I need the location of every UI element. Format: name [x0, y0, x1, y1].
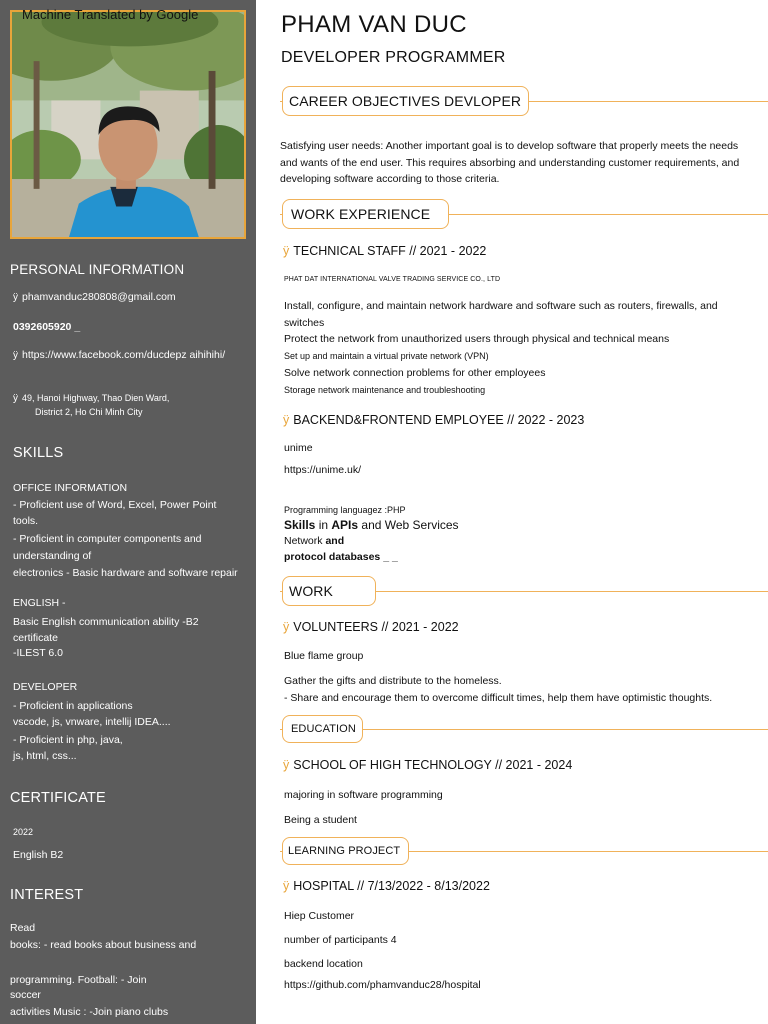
school-status: Being a student — [284, 814, 357, 826]
developer-skill-line: - Proficient in php, java, — [13, 734, 123, 746]
job-2-network — [284, 535, 344, 547]
interest-line: programming. Football: - Join — [10, 974, 147, 986]
office-skill-line: understanding of — [13, 550, 92, 562]
job-1-duty: Solve network connection problems for other employees — [284, 367, 546, 379]
career-objectives-heading: CAREER OBJECTIVES DEVLOPER — [282, 86, 529, 116]
job-1-title — [283, 244, 486, 258]
address-line-1 — [13, 391, 169, 406]
education-heading: EDUCATION — [282, 715, 363, 743]
interest-line: soccer — [10, 989, 41, 1001]
school-major: majoring in software programming — [284, 789, 443, 801]
job-2-network-part: and — [325, 535, 345, 547]
certificate-name: English B2 — [13, 849, 64, 861]
interest-line: activities Music : -Join piano clubs — [10, 1006, 169, 1018]
job-1-company: PHAT DAT INTERNATIONAL VALVE TRADING SERVICE CO., LTD — [284, 276, 501, 283]
job-1-title-text: TECHNICAL STAFF // 2021 - 2022 — [293, 244, 487, 258]
developer-title: DEVELOPER — [13, 681, 78, 693]
project-location: backend location — [284, 958, 363, 970]
job-2-link[interactable]: https://unime.uk/ — [284, 464, 362, 476]
profile-photo-image — [12, 12, 244, 237]
office-skill-line: electronics - Basic hardware and software repair — [13, 567, 238, 579]
machine-translation-label: Machine Translated by Google — [22, 7, 199, 22]
job-1-duty: Protect the network from unauthorized users through physical and technical means — [284, 333, 670, 345]
english-skill-line: certificate — [13, 632, 58, 644]
main-content — [256, 0, 768, 1024]
job-2-title — [283, 413, 584, 427]
volunteer-detail: Gather the gifts and distribute to the homeless. — [284, 675, 502, 687]
job-2-language: Programming languagez :PHP — [284, 505, 406, 515]
interest-line: books: - read books about business and — [10, 939, 197, 951]
job-2-company: unime — [284, 442, 313, 454]
school-title — [283, 758, 572, 772]
office-info-title: OFFICE INFORMATION — [13, 482, 128, 494]
skills-heading: SKILLS — [13, 445, 64, 461]
developer-skill-line: vscode, js, vnware, intellij IDEA.... — [13, 716, 171, 728]
english-skill-line: -ILEST 6.0 — [13, 647, 63, 659]
english-title: ENGLISH - — [13, 597, 66, 609]
sidebar — [0, 0, 256, 1024]
phone-item[interactable]: 0392605920 _ — [13, 321, 81, 333]
job-2-skills — [284, 518, 459, 532]
address-bullet-icon: ÿ — [13, 393, 18, 404]
facebook-link[interactable] — [13, 347, 225, 364]
office-skill-line: - Proficient use of Word, Excel, Power Point — [13, 499, 217, 511]
job-2-network-part: Network — [284, 535, 326, 547]
english-skill-line: Basic English communication ability -B2 — [13, 616, 199, 628]
address-text-1: 49, Hanoi Highway, Thao Dien Ward, — [22, 393, 170, 403]
job-2-skills-part: in — [315, 518, 332, 532]
job-2-title-text: BACKEND&FRONTEND EMPLOYEE // 2022 - 2023 — [293, 413, 585, 427]
job-2-skills-part: Skills — [284, 518, 316, 532]
interest-line: Read — [10, 922, 36, 934]
email-bullet-icon: ÿ — [13, 292, 18, 303]
project-participants: number of participants 4 — [284, 934, 397, 946]
volunteer-detail: - Share and encourage them to overcome difficult times, help them have optimistic thoughts. — [284, 692, 713, 704]
work-experience-heading: WORK EXPERIENCE — [282, 199, 449, 229]
school-title-text: SCHOOL OF HIGH TECHNOLOGY // 2021 - 2024 — [293, 758, 573, 772]
job-2-skills-part: and Web Services — [358, 518, 459, 532]
interest-heading: INTEREST — [10, 887, 84, 903]
certificate-year: 2022 — [13, 827, 34, 837]
certificate-heading: CERTIFICATE — [10, 790, 106, 806]
project-link[interactable]: https://github.com/phamvanduc28/hospital — [284, 979, 481, 991]
job-1-duty: Storage network maintenance and troubleshooting — [284, 385, 486, 395]
job-2-skills-part: APIs — [331, 518, 359, 532]
job-1-duty: Set up and maintain a virtual private network (VPN) — [284, 351, 489, 361]
facebook-bullet-icon: ÿ — [13, 350, 18, 361]
volunteer-marker-icon: ÿ — [283, 620, 290, 634]
email-item[interactable] — [13, 289, 176, 306]
learning-project-heading: LEARNING PROJECT — [282, 837, 409, 865]
job-2-protocol: protocol databases _ _ — [284, 551, 398, 563]
school-marker-icon: ÿ — [283, 758, 290, 772]
project-title — [283, 879, 490, 893]
developer-skill-line: js, html, css... — [13, 750, 77, 762]
volunteer-group: Blue flame group — [284, 650, 364, 662]
candidate-role: DEVELOPER PROGRAMMER — [281, 49, 506, 66]
work-heading: WORK — [282, 576, 376, 606]
personal-info-heading: PERSONAL INFORMATION — [10, 262, 185, 277]
email-text: phamvanduc280808@gmail.com — [22, 291, 176, 303]
job-2-marker-icon: ÿ — [283, 413, 290, 427]
office-skill-line: tools. — [13, 515, 39, 527]
facebook-text: https://www.facebook.com/ducdepz aihihihi/ — [22, 349, 226, 361]
project-title-text: HOSPITAL // 7/13/2022 - 8/13/2022 — [293, 879, 490, 893]
volunteer-title-text: VOLUNTEERS // 2021 - 2022 — [293, 620, 459, 634]
developer-skill-line: - Proficient in applications — [13, 700, 133, 712]
project-marker-icon: ÿ — [283, 879, 290, 893]
address-line-2: District 2, Ho Chi Minh City — [35, 407, 143, 417]
candidate-name: PHAM VAN DUC — [281, 11, 467, 38]
profile-photo — [10, 10, 246, 239]
office-skill-line: - Proficient in computer components and — [13, 533, 202, 545]
job-1-marker-icon: ÿ — [283, 244, 290, 258]
volunteer-title — [283, 620, 459, 634]
project-customer: Hiep Customer — [284, 910, 355, 922]
career-objectives-text: Satisfying user needs: Another important goal is to develop software that properly meets the needs and wants of the end user. This requires absorbing and understanding customer requirements, and developing software according to those criteria. — [280, 140, 740, 185]
job-1-description: Install, configure, and maintain network hardware and software such as routers, firewalls, and switches — [284, 300, 718, 329]
